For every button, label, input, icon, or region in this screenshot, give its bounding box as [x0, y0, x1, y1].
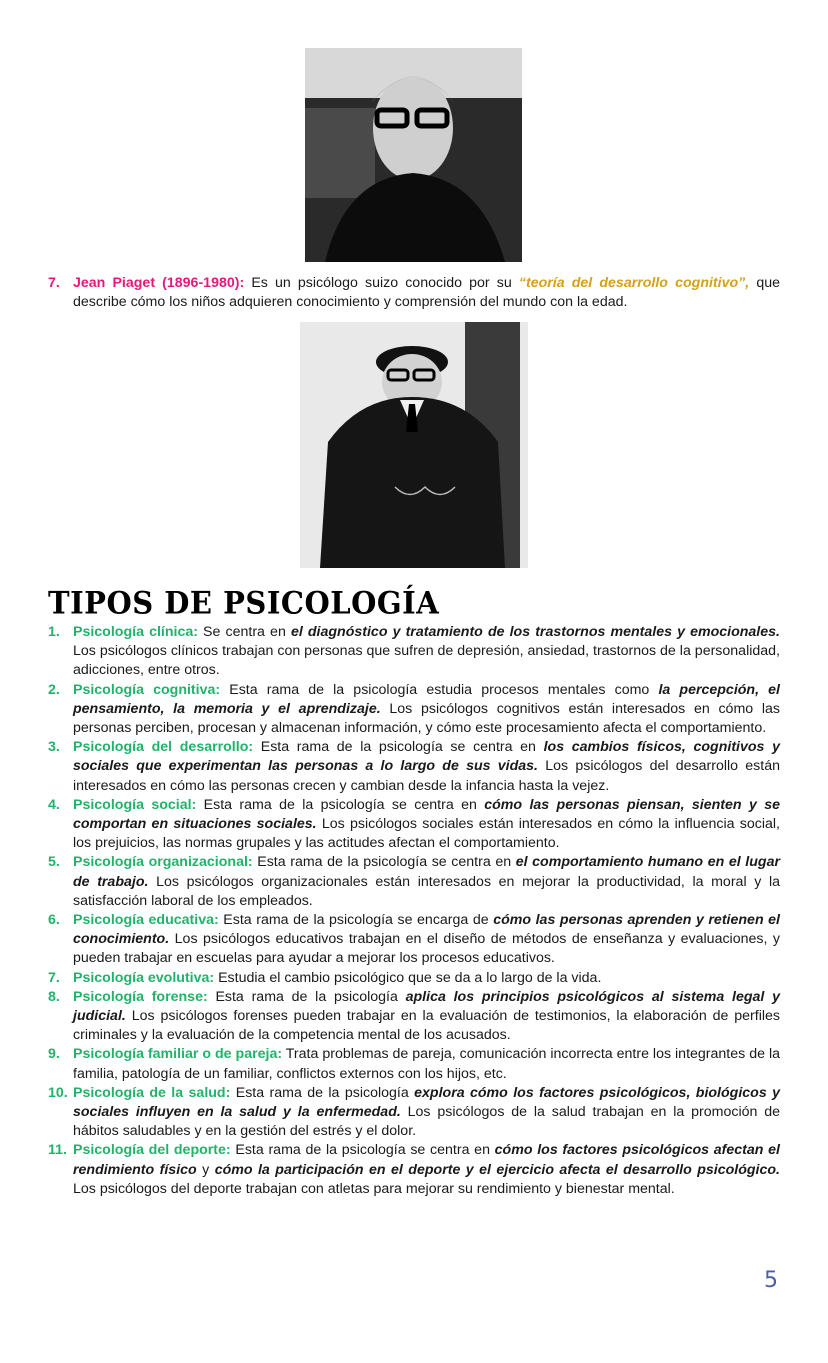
piaget-number: 7.	[48, 275, 60, 291]
list-item-text: Psicología cognitiva: Esta rama de la psicología estudia procesos mentales como la percepción, el pensamiento, la memoria y el aprendizaje. Los psicólogos cognitivos están interesados en cómo las personas perciben, procesan y almacenan información, y cómo este procesamiento afecta el comportamiento.	[73, 681, 781, 737]
list-item-label: Psicología clínica:	[73, 624, 198, 640]
list-item	[48, 911, 780, 969]
list-item-number: 9.	[48, 1046, 60, 1063]
list-item-text: Psicología de la salud: Esta rama de la psicología explora cómo los factores psicológicos, biológicos y sociales influyen en la salud y la enfermedad. Los psicólogos de la salud trabajan en la promoción de hábitos saludables y en la gestión del estrés y el dolor.	[73, 1084, 781, 1140]
piaget-entry	[48, 274, 780, 312]
list-item-number: 2.	[48, 681, 60, 698]
list-item-label: Psicología evolutiva:	[73, 969, 215, 986]
list-item-number: 6.	[48, 912, 60, 929]
list-item-label: Psicología educativa:	[73, 912, 219, 929]
list-item-label: Psicología social:	[73, 796, 197, 813]
list-item-text: Psicología evolutiva: Estudia el cambio psicológico que se da a lo largo de la vida.	[73, 969, 602, 986]
list-item-label: Psicología familiar o de pareja:	[73, 1046, 283, 1063]
list-item	[48, 853, 780, 911]
list-item-text: Psicología social: Esta rama de la psicología se centra en cómo las personas piensan, sienten y se comportan en situaciones sociales. Los psicólogos sociales están interesados en cómo la influencia social, los prejuicios, las normas grupales y las actitudes afectan el comportamiento.	[73, 796, 780, 852]
list-item-text: Psicología familiar o de pareja: Trata problemas de pareja, comunicación incorrecta entre los integrantes de la familia, patología de un familiar, conflictos externos con los hijos, etc.	[73, 1046, 780, 1082]
list-item-number: 8.	[48, 988, 60, 1005]
section-title: TIPOS DE PSICOLOGÍA	[48, 585, 440, 621]
list-item-number: 10.	[48, 1084, 68, 1101]
list-item	[48, 1084, 780, 1142]
list-item	[48, 796, 780, 854]
list-item	[48, 1141, 780, 1199]
list-item	[48, 969, 780, 988]
list-item-label: Psicología forense:	[73, 988, 208, 1005]
list-item-text: Psicología del desarrollo: Esta rama de la psicología se centra en los cambios físicos, cognitivos y sociales que experimentan las personas a lo largo de sus vidas. Los psicólogos del desarrollo están interesados en cómo las personas crecen y cambian desde la infancia hasta la vejez.	[73, 739, 781, 794]
theory-highlight: “teoría del desarrollo cognitivo”,	[518, 275, 750, 291]
list-item	[48, 1045, 780, 1083]
list-item-number: 11.	[48, 1142, 67, 1159]
portrait-photo-piaget	[300, 322, 528, 568]
list-item-label: Psicología del deporte:	[73, 1142, 231, 1159]
list-item-label: Psicología del desarrollo:	[73, 739, 254, 756]
list-item-text: Psicología educativa: Esta rama de la psicología se encarga de cómo las personas aprenden y retienen el conocimiento. Los psicólogos educativos trabajan en el diseño de métodos de enseñanza y evaluaciones, y pueden trabajar en escuelas para ayudar a mejorar los procesos educativos.	[73, 912, 780, 967]
list-item-label: Psicología cognitiva:	[73, 681, 221, 698]
list-item	[48, 988, 780, 1046]
piaget-text: Jean Piaget (1896-1980): Es un psicólogo suizo conocido por su “teoría del desarrollo cognitivo”, que describe cómo los niños adquieren conocimiento y comprensión del mundo con la edad.	[73, 275, 780, 311]
list-item-number: 7.	[48, 969, 60, 986]
portrait-photo-skinner	[305, 48, 522, 262]
page-number: 5	[764, 1268, 778, 1293]
list-item-text: Psicología del deporte: Esta rama de la psicología se centra en cómo los factores psicológicos afectan el rendimiento físico y cómo la participación en el deporte y el ejercicio afecta el desarrollo psicológico. Los psicólogos del deporte trabajan con atletas para mejorar su rendimiento y bienestar mental.	[73, 1142, 780, 1197]
list-item-text: Psicología forense: Esta rama de la psicología aplica los principios psicológicos al sistema legal y judicial. Los psicólogos forenses pueden trabajar en la evaluación de testimonios, la elaboración de perfiles criminales y la evaluación de la competencia mental de los acusados.	[73, 988, 781, 1044]
list-item	[48, 623, 780, 681]
list-item	[48, 738, 780, 796]
list-item-number: 3.	[48, 739, 60, 756]
list-item-label: Psicología de la salud:	[73, 1084, 231, 1101]
list-item-number: 1.	[48, 624, 60, 640]
psychology-types-list	[48, 623, 780, 1199]
list-item-number: 4.	[48, 796, 60, 813]
list-item-number: 5.	[48, 854, 60, 871]
list-item-text: Psicología organizacional: Esta rama de la psicología se centra en el comportamiento humano en el lugar de trabajo. Los psicólogos organizacionales están interesados en mejorar la productividad, la moral y la satisfacción laboral de los empleados.	[73, 854, 780, 909]
piaget-name: Jean Piaget (1896-1980):	[73, 275, 245, 291]
list-item	[48, 681, 780, 739]
list-item-label: Psicología organizacional:	[73, 854, 253, 871]
list-item-text: Psicología clínica: Se centra en el diagnóstico y tratamiento de los trastornos mentales y emocionales. Los psicólogos clínicos trabajan con personas que sufren de depresión, ansiedad, trastornos de la personalidad, adicciones, entre otros.	[73, 624, 780, 679]
